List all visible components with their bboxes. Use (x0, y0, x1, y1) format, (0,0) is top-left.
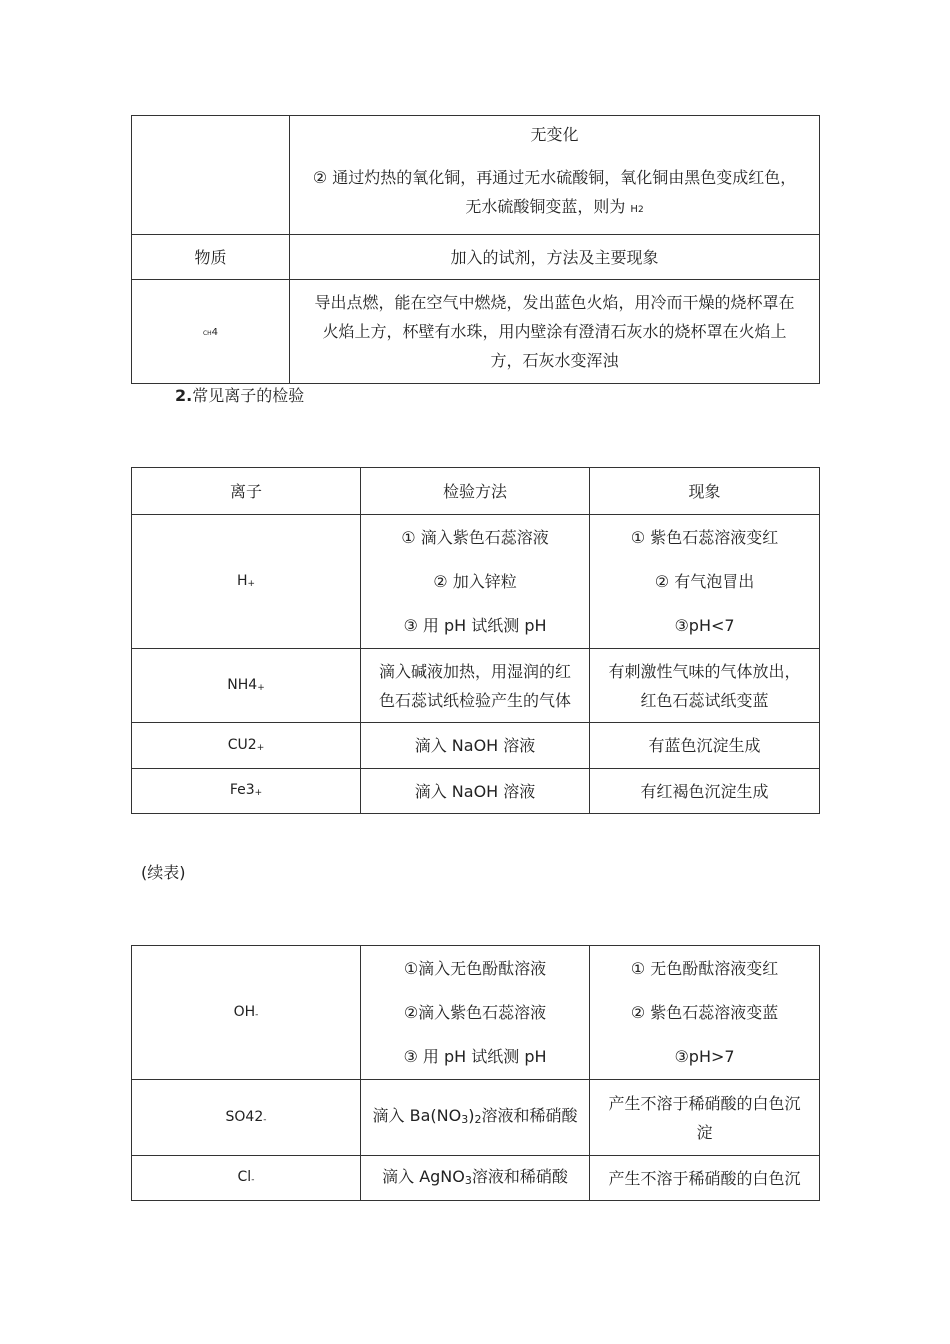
table-row (132, 769, 820, 814)
table-row (132, 946, 820, 1080)
ion-cell (132, 515, 361, 649)
section-title: 常见离子的检验 (192, 386, 305, 405)
cell-line: 淀 (696, 1122, 713, 1142)
cell-line: 滴入碱液加热，用湿润的红 (378, 661, 571, 681)
ion-symbol: Cl (237, 1169, 252, 1185)
method-cell: 滴入 NaOH 溶液 (361, 769, 590, 814)
column-header: 现象 (590, 468, 820, 515)
ion-symbol: OH (233, 1003, 256, 1020)
table-cell (132, 116, 290, 235)
formula-subscript: 3 (464, 1173, 472, 1187)
phenomenon-cell: 产生不溶于稀硝酸的白色沉 (590, 1156, 820, 1201)
table-row (132, 649, 820, 723)
table-row (132, 1156, 820, 1201)
table-row (132, 116, 820, 235)
cell-text: 无水硫酸铜变蓝，则为 (465, 197, 631, 216)
table-header-row (132, 468, 820, 515)
ion-cell (132, 723, 361, 769)
cell-line: ① 滴入紫色石蕊溶液 (401, 527, 549, 547)
phenomenon-cell (590, 1080, 820, 1156)
ion-charge: + (247, 578, 256, 589)
column-header: 检验方法 (361, 468, 590, 515)
table-cell (290, 116, 820, 235)
ion-charge: + (257, 682, 265, 693)
ion-charge: - (251, 1175, 255, 1185)
table-header-row (132, 235, 820, 280)
cell-line: ② 有气泡冒出 (654, 571, 755, 591)
gas-test-table (131, 115, 820, 384)
method-cell (361, 649, 590, 723)
phenomenon-cell (590, 649, 820, 723)
method-cell: 滴入 NaOH 溶液 (361, 723, 590, 769)
table-cell (290, 280, 820, 384)
ion-charge: - (263, 1114, 267, 1125)
ion-charge: + (254, 788, 263, 798)
ion-symbol: H (236, 572, 248, 589)
formula: H (630, 204, 638, 215)
formula-subscript: 2 (637, 205, 644, 215)
cell-line: ① 无色酚酞溶液变红 (630, 958, 779, 978)
phenomenon-cell (590, 515, 820, 649)
phenomenon-cell: 有红褐色沉淀生成 (590, 769, 820, 814)
phenomenon-cell: 有蓝色沉淀生成 (590, 723, 820, 769)
ion-cell (132, 769, 361, 814)
cell-line: 色石蕊试纸检验产生的气体 (378, 690, 571, 710)
table-row (132, 515, 820, 649)
cell-text: ) (468, 1106, 475, 1125)
cell-text: 滴入 AgNO (382, 1166, 465, 1186)
column-header: 加入的试剂，方法及主要现象 (290, 235, 820, 280)
cell-text: 滴入 Ba(NO (372, 1106, 462, 1125)
cell-line: 有刺激性气味的气体放出， (608, 661, 801, 681)
formula-subscript: 3 (461, 1113, 469, 1126)
ion-test-table (131, 467, 820, 814)
section-heading (175, 383, 304, 406)
table-row (132, 723, 820, 769)
ion-cell (132, 1156, 361, 1201)
table-row (132, 1080, 820, 1156)
cell-line: ② 紫色石蕊溶液变蓝 (630, 1002, 779, 1022)
cell-line: ①滴入无色酚酞溶液 (403, 958, 547, 978)
phenomenon-cell (590, 946, 820, 1080)
ion-symbol: SO42 (225, 1108, 264, 1125)
cell-line: ③pH>7 (674, 1046, 735, 1066)
ion-symbol: CU2 (227, 736, 257, 753)
cell-line: 产生不溶于稀硝酸的白色沉 (608, 1093, 801, 1113)
ion-test-table-continued (131, 945, 820, 1201)
cell-line: 方，石灰水变浑浊 (490, 351, 619, 370)
cell-line: ① 紫色石蕊溶液变红 (630, 527, 779, 547)
method-cell (361, 1080, 590, 1156)
ion-cell (132, 649, 361, 723)
column-header: 物质 (132, 235, 290, 280)
ion-cell (132, 946, 361, 1080)
cell-text: 溶液和稀硝酸 (481, 1106, 578, 1125)
table-row (132, 280, 820, 384)
ion-cell (132, 1080, 361, 1156)
cell-line: ③ 用 pH 试纸测 pH (403, 615, 547, 635)
ion-charge: - (255, 1009, 259, 1020)
ion-charge: + (256, 742, 265, 753)
ion-symbol: NH4 (227, 676, 258, 693)
continued-label: (续表) (141, 863, 186, 882)
cell-line: ②滴入紫色石蕊溶液 (403, 1002, 547, 1022)
cell-line: ③ 用 pH 试纸测 pH (403, 1046, 547, 1066)
cell-line (300, 192, 809, 225)
formula-subscript: 2 (474, 1113, 482, 1126)
cell-line: 红色石蕊试纸变蓝 (640, 690, 769, 710)
method-cell (361, 1156, 590, 1201)
cell-text: 溶液和稀硝酸 (471, 1166, 568, 1186)
cell-line: ② 加入锌粒 (433, 571, 517, 591)
cell-line: ③pH<7 (674, 615, 735, 635)
formula-subscript: 4 (211, 327, 219, 338)
ion-symbol: Fe3 (229, 782, 255, 798)
method-cell (361, 515, 590, 649)
section-number: 2. (175, 386, 193, 405)
cell-line: 火焰上方，杯壁有水珠，用内壁涂有澄清石灰水的烧杯罩在火焰上 (322, 322, 787, 341)
cell-line: 导出点燃，能在空气中燃烧，发出蓝色火焰，用冷而干燥的烧杯罩在 (314, 293, 795, 312)
column-header: 离子 (132, 468, 361, 515)
cell-line: ② 通过灼热的氧化铜，再通过无水硫酸铜，氧化铜由黑色变成红色， (312, 168, 797, 187)
method-cell (361, 946, 590, 1080)
formula: CH (202, 330, 212, 337)
cell-line: 无变化 (530, 125, 579, 144)
table-cell (132, 280, 290, 384)
